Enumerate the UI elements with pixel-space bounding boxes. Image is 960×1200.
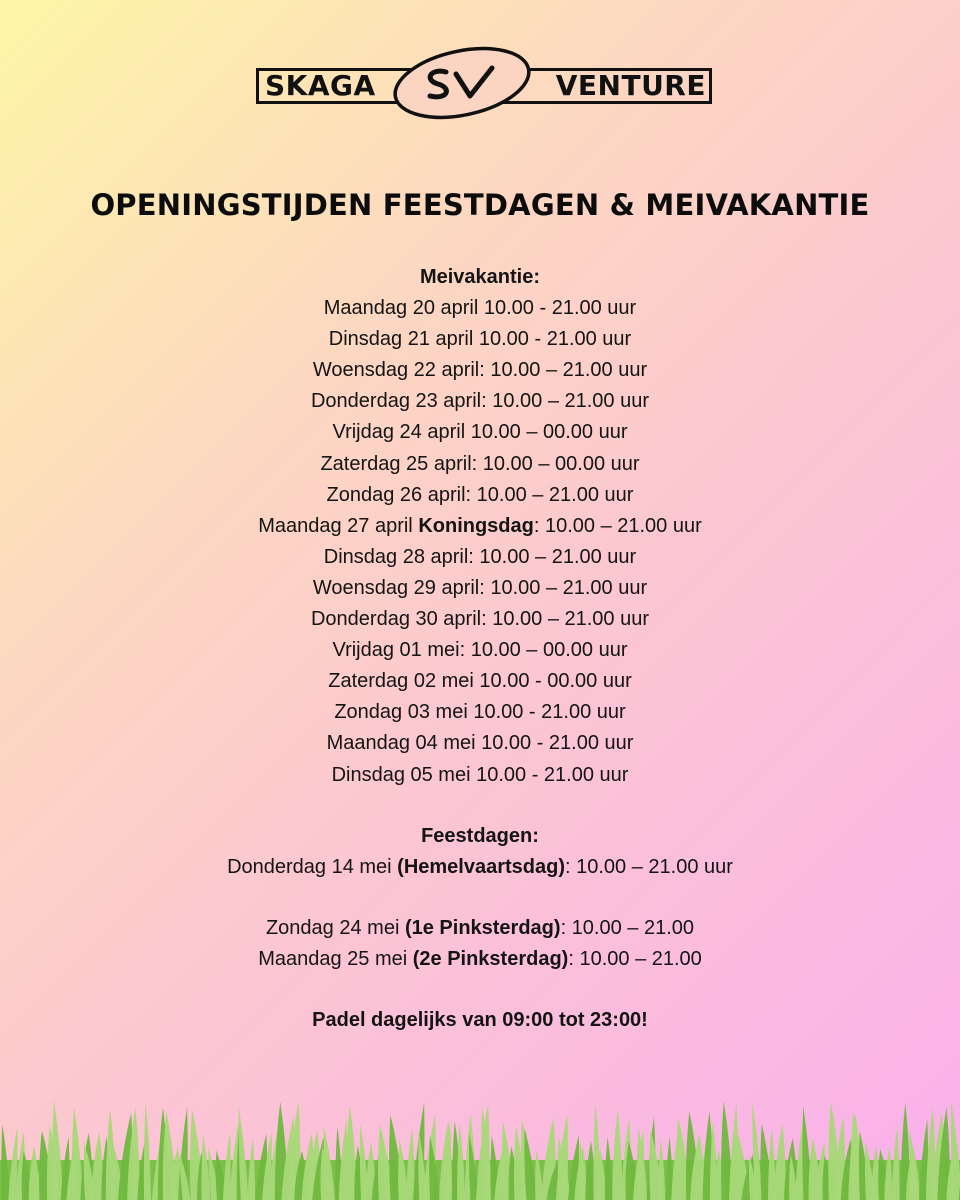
spacer	[0, 883, 960, 913]
grass-blade	[612, 1110, 622, 1200]
line-hours: : 10.00 – 21.00	[560, 916, 695, 939]
schedule-line-pinkster-2	[0, 944, 960, 975]
schedule-line: Zaterdag 25 april: 10.00 – 00.00 uur	[320, 452, 640, 475]
schedule-line: Dinsdag 21 april 10.00 - 21.00 uur	[328, 328, 632, 351]
schedule-line: Woensdag 29 april: 10.00 – 21.00 uur	[312, 576, 648, 599]
line-hours: : 10.00 – 21.00 uur	[565, 855, 733, 878]
holiday-name: (Hemelvaartsdag)	[397, 855, 566, 878]
logo-text-right: VENTURE	[555, 69, 706, 102]
padel-notice: Padel dagelijks van 09:00 tot 23:00!	[312, 1008, 648, 1031]
line-date: Donderdag 14 mei	[227, 855, 398, 878]
skaga-venture-logo	[256, 44, 716, 122]
line-hours: : 10.00 – 21.00 uur	[533, 514, 702, 537]
schedule-line: Vrijdag 01 mei: 10.00 – 00.00 uur	[332, 639, 628, 662]
schedule-line: Dinsdag 28 april: 10.00 – 21.00 uur	[323, 545, 637, 568]
logo-text-left: SKAGA	[265, 69, 376, 102]
sv-logo-mark-icon	[390, 44, 534, 122]
holiday-name: Koningsdag	[418, 514, 534, 537]
spacer	[0, 791, 960, 821]
grass-border-icon	[0, 1098, 960, 1200]
feestdagen-heading: Feestdagen:	[421, 824, 539, 847]
schedule-line: Donderdag 30 april: 10.00 – 21.00 uur	[310, 608, 650, 631]
holiday-name: (1e Pinksterdag)	[404, 916, 561, 939]
schedule-line: Vrijdag 24 april 10.00 – 00.00 uur	[332, 421, 628, 444]
schedule-line: Maandag 04 mei 10.00 - 21.00 uur	[326, 732, 634, 755]
spacer	[0, 975, 960, 1005]
page-title: OPENINGSTIJDEN FEESTDAGEN & MEIVAKANTIE	[90, 188, 870, 222]
schedule-line: Maandag 20 april 10.00 - 21.00 uur	[323, 297, 637, 320]
opening-hours-schedule	[0, 262, 960, 1036]
grass-blade	[951, 1101, 960, 1200]
meivakantie-heading: Meivakantie:	[419, 266, 541, 288]
schedule-line: Zondag 26 april: 10.00 – 21.00 uur	[326, 483, 634, 506]
schedule-line: Zondag 03 mei 10.00 - 21.00 uur	[334, 701, 626, 724]
schedule-line-pinkster-1	[0, 913, 960, 944]
schedule-line: Zaterdag 02 mei 10.00 - 00.00 uur	[328, 670, 632, 693]
line-date: Maandag 25 mei	[258, 947, 413, 970]
schedule-line: Dinsdag 05 mei 10.00 - 21.00 uur	[331, 763, 629, 786]
grass-blade	[52, 1101, 63, 1200]
line-hours: : 10.00 – 21.00	[568, 947, 702, 970]
grass-blade	[144, 1102, 151, 1200]
schedule-line: Donderdag 23 april: 10.00 – 21.00 uur	[310, 390, 650, 413]
holiday-name: (2e Pinksterdag)	[412, 947, 569, 970]
schedule-line-hemelvaart	[0, 852, 960, 883]
schedule-line-koningsdag	[0, 511, 960, 542]
line-date: Maandag 27 april	[258, 514, 419, 537]
line-date: Zondag 24 mei	[265, 916, 405, 939]
schedule-line: Woensdag 22 april: 10.00 – 21.00 uur	[312, 359, 648, 382]
